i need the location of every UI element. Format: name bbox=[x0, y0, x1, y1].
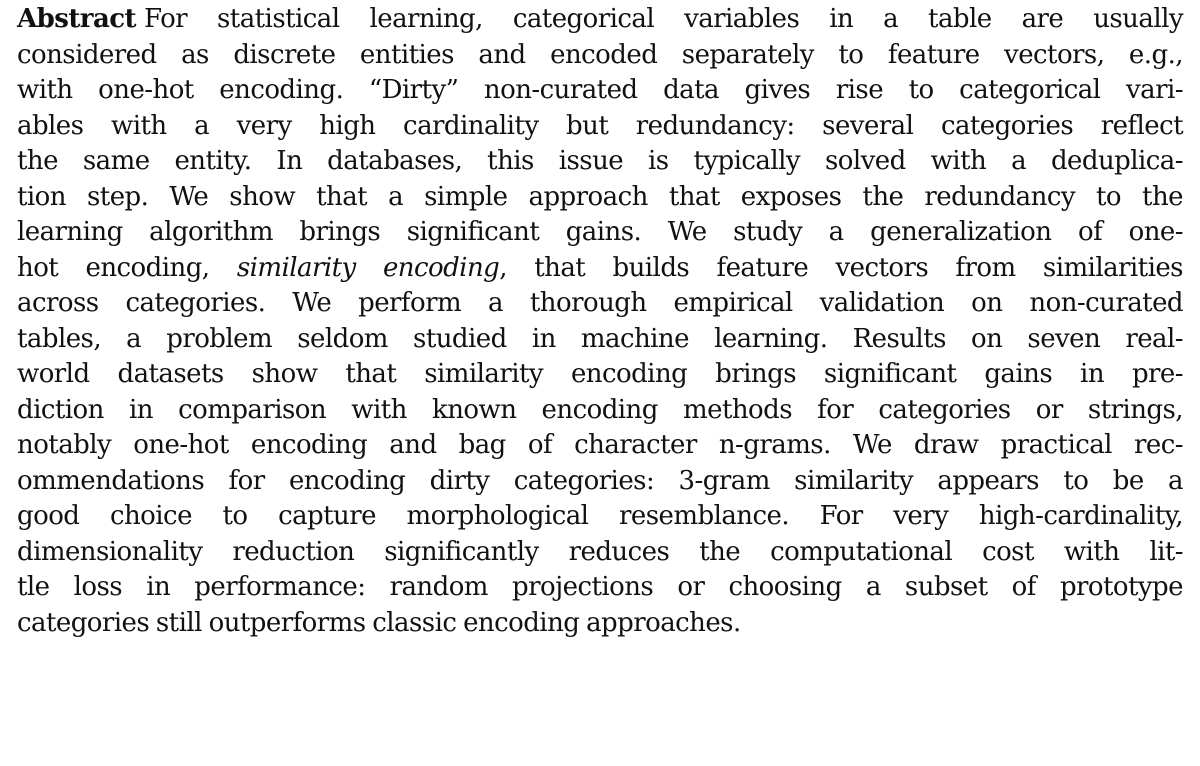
abstract-line-7: learning algorithm brings significant gains. We study a generalization of one- bbox=[17, 217, 1183, 247]
abstract-heading: Abstract bbox=[17, 4, 136, 34]
abstract-line-13: notably one-hot encoding and bag of character n-grams. We draw practical rec- bbox=[17, 430, 1183, 460]
abstract-line-1 bbox=[17, 2, 1183, 38]
abstract-line-8-before: hot encoding, bbox=[17, 252, 237, 283]
abstract-line-8 bbox=[17, 251, 1183, 287]
abstract-line-12: diction in comparison with known encoding methods for categories or strings, bbox=[17, 394, 1183, 425]
abstract-line-17: tle loss in performance: random projections or choosing a subset of prototype bbox=[17, 572, 1183, 602]
abstract-line-1-text: For statistical learning, categorical variables in a table are usually bbox=[144, 4, 1183, 34]
abstract-line-9: across categories. We perform a thorough empirical validation on non-curated bbox=[17, 288, 1183, 318]
abstract-section bbox=[17, 0, 1183, 641]
abstract-line-16: dimensionality reduction significantly reduces the computational cost with lit- bbox=[17, 536, 1183, 567]
similarity-encoding-term: similarity encoding bbox=[236, 252, 500, 283]
abstract-line-15: good choice to capture morphological resemblance. For very high-cardinality, bbox=[17, 501, 1183, 531]
abstract-line-11: world datasets show that similarity encoding brings significant gains in pre- bbox=[17, 359, 1183, 389]
abstract-line-8-after: , that builds feature vectors from similarities bbox=[499, 252, 1183, 283]
abstract-line-14: ommendations for encoding dirty categories: 3-gram similarity appears to be a bbox=[17, 465, 1183, 496]
abstract-line-5: the same entity. In databases, this issue is typically solved with a deduplica- bbox=[17, 146, 1183, 176]
abstract-line-6: tion step. We show that a simple approach that exposes the redundancy to the bbox=[17, 181, 1183, 212]
abstract-line-4: ables with a very high cardinality but redundancy: several categories reflect bbox=[17, 110, 1183, 141]
abstract-line-3: with one-hot encoding. “Dirty” non-curated data gives rise to categorical vari- bbox=[17, 75, 1183, 105]
abstract-line-2: considered as discrete entities and encoded separately to feature vectors, e.g., bbox=[17, 39, 1183, 70]
abstract-line-10: tables, a problem seldom studied in machine learning. Results on seven real- bbox=[17, 323, 1183, 354]
abstract-line-18: categories still outperforms classic encoding approaches. bbox=[17, 607, 741, 638]
